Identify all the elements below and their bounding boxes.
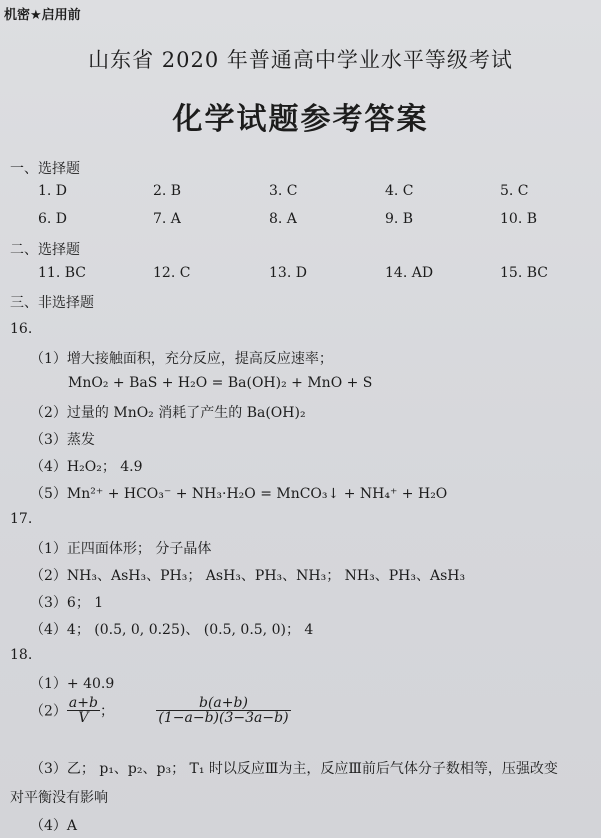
q18-fraction-1-denominator: V: [78, 710, 89, 726]
answer-4: 4. C: [385, 183, 414, 199]
section-1-heading: 一、选择题: [10, 161, 80, 177]
answer-5: 5. C: [500, 183, 529, 199]
answer-9: 9. B: [385, 211, 414, 227]
answer-6: 6. D: [38, 211, 68, 227]
answer-3: 3. C: [269, 183, 298, 199]
q18-fraction-2-numerator: b(a+b): [156, 696, 290, 711]
exam-title: 山东省 2020 年普通高中学业水平等级考试: [88, 48, 513, 72]
q18-part-1: （1）+ 40.9: [30, 676, 115, 692]
question-17-label: 17.: [10, 511, 33, 527]
q17-part-1: （1）正四面体形； 分子晶体: [30, 541, 212, 557]
q18-part-4: （4）A: [30, 818, 78, 834]
q16-part-1: （1）增大接触面积，充分反应，提高反应速率；: [30, 351, 333, 367]
q18-part-2-separator: ；: [99, 703, 114, 720]
answer-2: 2. B: [153, 183, 182, 199]
q17-part-2: （2）NH₃、AsH₃、PH₃； AsH₃、PH₃、NH₃； NH₃、PH₃、AsH₃: [30, 568, 466, 584]
confidential-label: 机密★启用前: [4, 8, 81, 23]
question-18-label: 18.: [10, 647, 33, 663]
q16-part-5: （5）Mn²⁺ + HCO₃⁻ + NH₃·H₂O = MnCO₃↓ + NH₄⁺ + H₂O: [30, 486, 448, 502]
document-title: 化学试题参考答案: [172, 102, 429, 137]
answer-14: 14. AD: [385, 265, 434, 281]
q17-part-4: （4）4； (0.5, 0, 0.25)、 (0.5, 0.5, 0)； 4: [30, 622, 314, 638]
q18-fraction-2: [156, 696, 290, 725]
q16-part-4: （4）H₂O₂； 4.9: [30, 459, 143, 475]
answer-11: 11. BC: [38, 265, 86, 281]
q18-part-3-continued: 对平衡没有影响: [10, 790, 108, 806]
q18-fraction-1: [67, 696, 100, 725]
q16-part-3: （3）蒸发: [30, 432, 95, 448]
answer-1: 1. D: [38, 183, 68, 199]
answer-8: 8. A: [269, 211, 297, 227]
q18-part-2: [30, 696, 291, 725]
answer-15: 15. BC: [500, 265, 548, 281]
question-16-label: 16.: [10, 321, 33, 337]
answer-10: 10. B: [500, 211, 538, 227]
answer-13: 13. D: [269, 265, 307, 281]
q18-part-3: （3）乙； p₁、p₂、p₃； T₁ 时以反应Ⅲ为主，反应Ⅲ前后气体分子数相等，压强改变: [30, 761, 558, 777]
section-2-heading: 二、选择题: [10, 242, 80, 258]
answer-7: 7. A: [153, 211, 181, 227]
q17-part-3: （3）6； 1: [30, 595, 104, 611]
answer-12: 12. C: [153, 265, 191, 281]
q18-part-2-prefix: （2）: [30, 703, 67, 720]
q18-fraction-1-numerator: a+b: [68, 695, 98, 711]
section-3-heading: 三、非选择题: [10, 295, 94, 311]
q16-part-1-equation: MnO₂ + BaS + H₂O = Ba(OH)₂ + MnO + S: [68, 375, 373, 391]
q16-part-2: （2）过量的 MnO₂ 消耗了产生的 Ba(OH)₂: [30, 405, 306, 421]
q18-fraction-2-denominator: (1−a−b)(3−3a−b): [158, 710, 289, 726]
